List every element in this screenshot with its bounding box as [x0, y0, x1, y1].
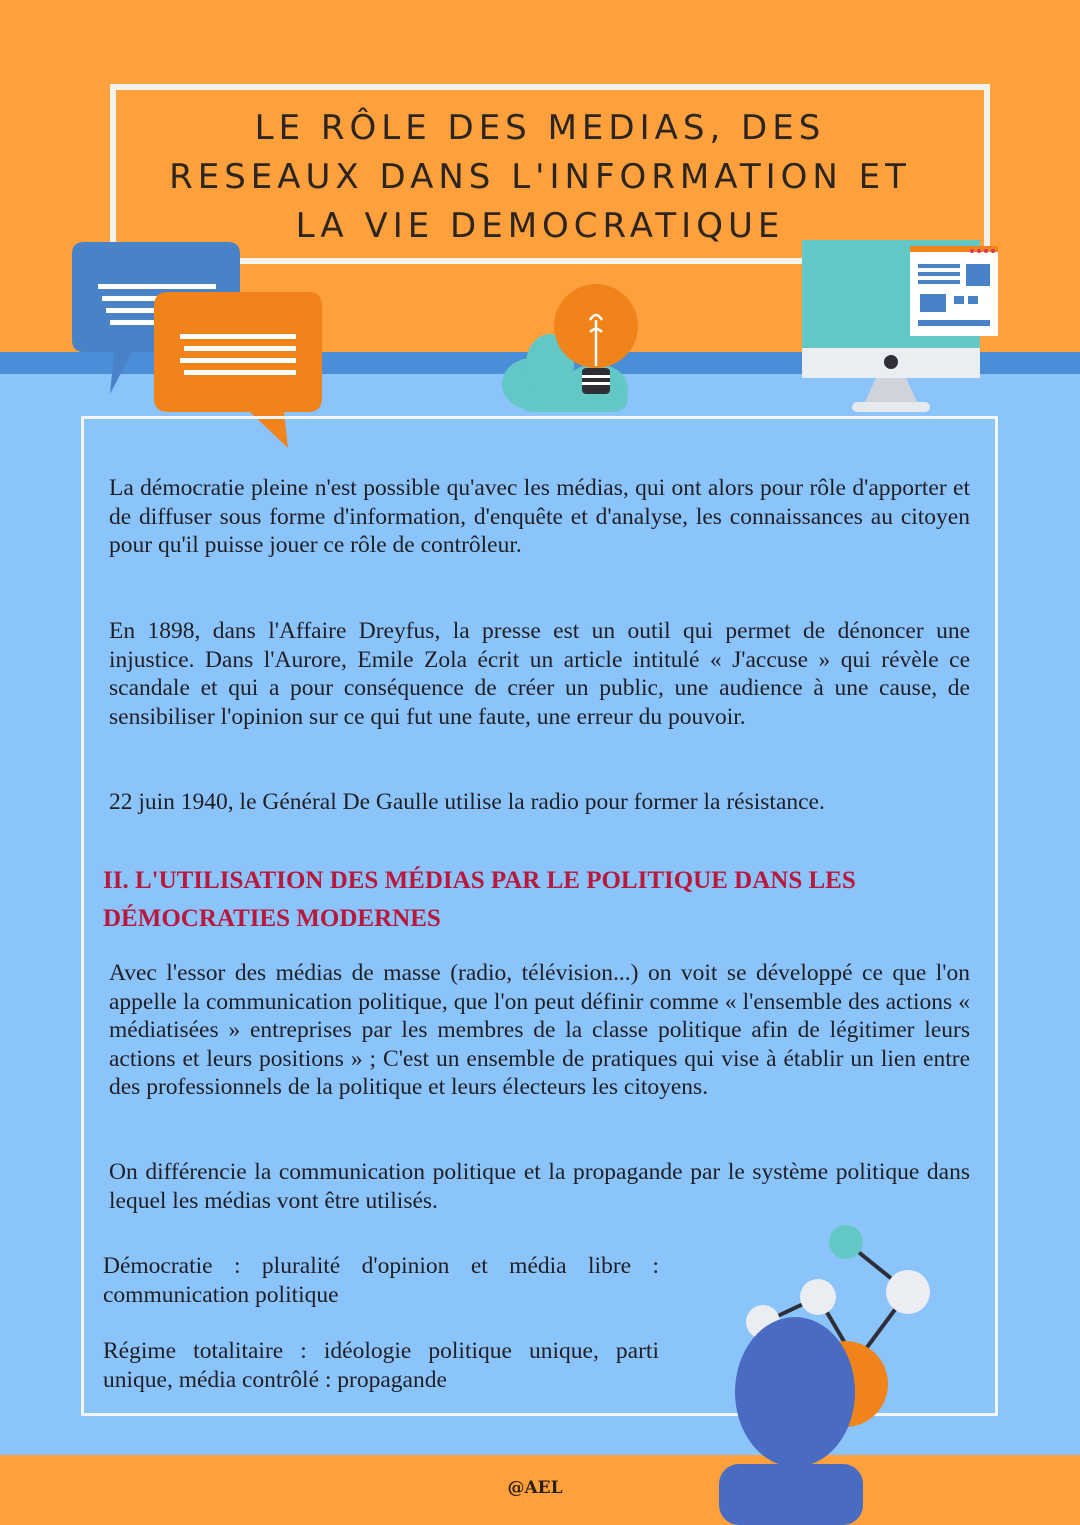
title-line: RESEAUX DANS L'INFORMATION ET	[169, 157, 911, 197]
heading-line: DÉMOCRATIES MODERNES	[103, 905, 441, 932]
page-title	[150, 104, 930, 251]
section-heading	[103, 862, 963, 938]
communication-paragraph: Avec l'essor des médias de masse (radio, télévision...) on voit se développé ce que l'on appelle la communication politique, que l'on peut définir comme « l'ensemble des actions « médiatisées » entreprises par les membres de la classe politique afin de légitimer leurs actions et leurs positions » ; C'est un ensemble de pratiques qui vise à établir un lien entre des professionnels de la politique et leurs électeurs les citoyens.	[109, 960, 970, 1101]
title-line: LE RÔLE DES MEDIAS, DES	[254, 108, 826, 148]
heading-line: II. L'UTILISATION DES MÉDIAS PAR LE POLITIQUE DANS LES	[103, 867, 856, 894]
de-gaulle-paragraph: 22 juin 1940, le Général De Gaulle utilise la radio pour former la résistance.	[109, 789, 825, 815]
propaganda-paragraph: On différencie la communication politique et la propagande par le système politique dans lequel les médias vont être utilisés.	[109, 1159, 970, 1214]
footer-signature: @AEL	[507, 1478, 563, 1498]
totalitarian-definition: Régime totalitaire : idéologie politique unique, parti unique, média contrôlé : propagande	[103, 1338, 659, 1393]
computer-monitor-icon	[800, 238, 1000, 416]
dreyfus-paragraph: En 1898, dans l'Affaire Dreyfus, la presse est un outil qui permet de dénoncer une injustice. Dans l'Aurore, Emile Zola écrit un article intitulé « J'accuse » qui révèle ce scandale et qui a pour conséquence de créer un public, une audience à une cause, de sensibiliser l'opinion sur ce qui fut une faute, une erreur du pouvoir.	[109, 618, 970, 730]
intro-paragraph: La démocratie pleine n'est possible qu'avec les médias, qui ont alors pour rôle d'apporter et de diffuser sous forme d'information, d'enquête et d'analyse, les connaissances au citoyen pour qu'il puisse jouer ce rôle de contrôleur.	[109, 475, 970, 559]
lightbulb-cloud-icon	[498, 280, 638, 415]
title-line: LA VIE DEMOCRATIQUE	[295, 206, 785, 246]
democracy-definition: Démocratie : pluralité d'opinion et média libre : communication politique	[103, 1253, 659, 1308]
